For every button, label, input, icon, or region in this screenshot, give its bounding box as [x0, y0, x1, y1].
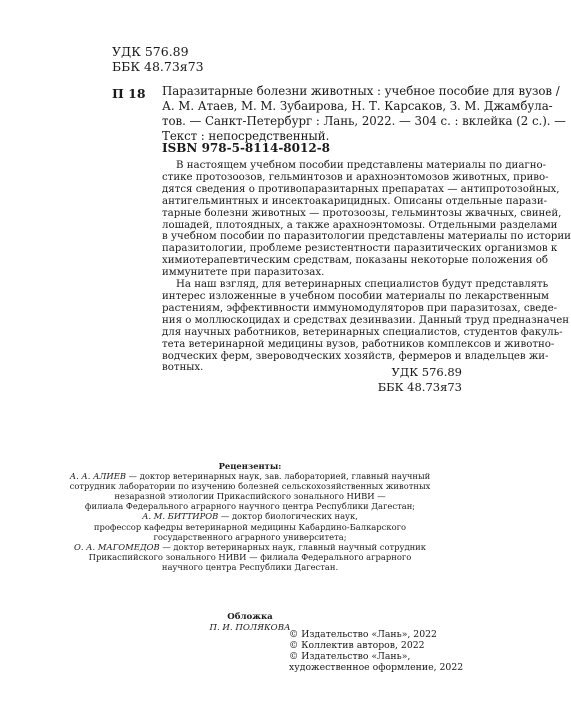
reviewer-name: А. А. АЛИЕВ	[69, 471, 126, 482]
reviewer-line	[0, 471, 500, 481]
annotation-line: водческих ферм, звероводческих хозяйств, фермеров и владельцев жи-	[162, 350, 549, 362]
annotation-line: химиотерапевтическим средствам, показаны некоторые положения об	[162, 255, 549, 267]
reviewer-text: сотрудник лаборатории по изучению болезней сельскохозяйственных животных	[69, 481, 431, 492]
reviewer-text: — доктор биологических наук,	[218, 511, 358, 522]
copyright-line: © Издательство «Лань»,	[289, 651, 411, 662]
bibliographic-record	[162, 84, 566, 144]
cover-designer: П. И. ПОЛЯКОВА	[209, 622, 291, 633]
reviewer-text: Прикаспийского зонального НИВИ — филиала Федерального аграрного	[88, 551, 412, 562]
annotation-line: лошадей, плотоядных, а также арахноэнтомозы. Отдельными разделами	[162, 219, 558, 231]
copyright-line: © Коллектив авторов, 2022	[289, 640, 425, 651]
reviewer-text: профессор кафедры ветеринарной медицины Кабардино-Балкарского	[93, 521, 407, 532]
udk-code: УДК 576.89	[391, 365, 462, 379]
annotation-line: антигельминтных и инсектоакарицидных. Описаны отдельные парази-	[162, 195, 548, 207]
reviewer-name: А. М. БИТТИРОВ	[142, 511, 219, 522]
reviewer-line	[0, 552, 500, 562]
annotation-line: На наш взгляд, для ветеринарных специалистов будут представлять	[176, 279, 549, 291]
reviewer-line	[0, 491, 500, 501]
reviewer-name: О. А. МАГОМЕДОВ	[73, 541, 160, 552]
annotation	[162, 160, 571, 374]
reviewer-line	[0, 511, 500, 521]
reviewer-line	[0, 542, 500, 552]
reviewer-line	[0, 481, 500, 491]
bbk-code: ББК 48.73я73	[112, 59, 204, 74]
isbn: ISBN 978-5-8114-8012-8	[162, 141, 331, 155]
annotation-line: ния о моллюскоцидах и средствах дезинвазии. Данный труд предназначен	[162, 314, 570, 326]
author-sign: П 18	[112, 86, 146, 101]
cover-heading: Обложка	[227, 612, 273, 622]
classification-bottom	[378, 365, 462, 395]
annotation-line: паразитологии, проблеме резистентности паразитических организмов к	[162, 243, 558, 255]
reviewer-text: научного центра Республики Дагестан.	[161, 561, 339, 572]
annotation-line: в учебном пособии по паразитологии представлены материалы по истории	[162, 231, 571, 243]
annotation-line: иммунитете при паразитозах.	[162, 267, 325, 279]
reviewer-line	[0, 501, 500, 511]
annotation-line: тета ветеринарной медицины вузов, работников комплексов и животно-	[162, 338, 555, 350]
annotation-line: для научных работников, ветеринарных специалистов, студентов факуль-	[162, 326, 563, 338]
reviewer-text: филиала Федерального аграрного научного центра Республики Дагестан;	[84, 501, 416, 512]
reviewer-line	[0, 562, 500, 572]
annotation-line: вотных.	[162, 362, 204, 374]
classification-top	[112, 44, 204, 74]
reviewer-text: незаразной этиологии Прикаспийского зонального НИВИ —	[114, 491, 386, 502]
annotation-line: растениям, эффективности иммуномодуляторов при паразитозах, сведе-	[162, 302, 558, 314]
reviewer-text: — доктор ветеринарных наук, зав. лабораторией, главный научный	[125, 471, 431, 482]
annotation-line: дятся сведения о противопаразитарных препаратах — антипротозойных,	[162, 183, 560, 195]
biblio-line: Паразитарные болезни животных : учебное пособие для вузов /	[162, 84, 560, 98]
reviewers-heading: Рецензенты:	[218, 461, 282, 471]
copyright-line: © Издательство «Лань», 2022	[289, 629, 437, 640]
biblio-line: тов. — Санкт-Петербург : Лань, 2022. — 304 с. : вклейка (2 с.). —	[162, 114, 566, 128]
annotation-line: стике протозоозов, гельминтозов и арахноэнтомозов животных, приво-	[162, 171, 549, 183]
annotation-line: интерес изложенные в учебном пособии материалы по лекарственным	[162, 290, 549, 302]
biblio-line: Текст : непосредственный.	[162, 129, 330, 143]
annotation-line: тарные болезни животных — протозоозы, гельминтозы жвачных, свиней,	[162, 207, 562, 219]
reviewers-block	[0, 461, 500, 572]
biblio-line: А. М. Атаев, М. М. Зубаирова, Н. Т. Карсаков, З. М. Джамбула-	[162, 99, 553, 113]
annotation-line: В настоящем учебном пособии представлены материалы по диагно-	[176, 160, 547, 171]
udk-code: УДК 576.89	[112, 44, 189, 59]
bbk-code: ББК 48.73я73	[377, 380, 462, 394]
reviewer-text: — доктор ветеринарных наук, главный научный сотрудник	[159, 541, 427, 552]
reviewer-line	[0, 522, 500, 532]
reviewer-line	[0, 532, 500, 542]
reviewer-text: государственного аграрного университета;	[153, 531, 347, 542]
copyright-block	[289, 629, 463, 673]
copyright-line: художественное оформление, 2022	[289, 662, 464, 673]
